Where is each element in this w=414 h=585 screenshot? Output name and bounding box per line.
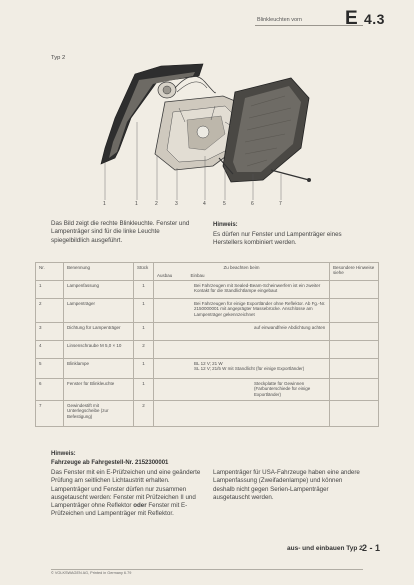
cell-special <box>330 401 379 427</box>
callout-label: 2 <box>155 201 158 207</box>
callout-label: 5 <box>223 201 226 207</box>
callout-label: 4 <box>203 201 206 207</box>
cell-install <box>154 341 330 359</box>
table-row <box>36 323 379 341</box>
cell-install: Bei Fahrzeugen mit Sealed-Beam-Scheinwerfern ist ein zweiter Kontakt für die Standlichtlampe eingebaut <box>154 281 330 299</box>
footer-section-title: aus- und einbauen Typ 2 <box>287 545 363 552</box>
table-row <box>36 379 379 401</box>
table-row <box>36 401 379 427</box>
table-row <box>36 359 379 379</box>
cell-qty: 1 <box>134 323 154 341</box>
page-number: 2 - 1 <box>362 543 381 553</box>
callout-label: 6 <box>251 201 254 207</box>
section-letter: E <box>345 8 359 29</box>
callout-label: 1 <box>135 201 138 207</box>
hinweis-subheading: Fahrzeuge ab Fahrgestell-Nr. 2152300001 <box>51 460 169 466</box>
cell-nr: 1 <box>36 281 64 299</box>
callout-label: 7 <box>279 201 282 207</box>
header-title: Blinkleuchten vorn <box>257 17 302 23</box>
col-header-special: Besondere Hinweise siehe <box>330 263 379 281</box>
cell-name: Blinklampe <box>64 359 134 379</box>
callout-label: 1 <box>103 201 106 207</box>
hinweis-right-text: Lampenträger für USA-Fahrzeuge haben eine andere Lampenfassung (Zweifadenlampe) und können deshalb nicht gegen Serien-Lampenträger ausgetauscht werden. <box>213 469 360 501</box>
cell-qty: 2 <box>134 401 154 427</box>
screw <box>271 170 309 180</box>
hinweis-left-text: Das Fenster mit ein E-Prüfzeichen und eine geänderte Prüfung am seitlichen Lichtaustritt erhalten. Lampenträger und Fenster dürfen nur zusammen ausgetauscht werden: Fenster mit Prüfzeichen II und Lampenträger ohne Reflektor oder Fenster mit E-Prüfzeichen und Lampenträger mit Reflektor. <box>51 469 201 518</box>
note-text: Es dürfen nur Fenster und Lampenträger eines Herstellers kombiniert werden. <box>213 231 342 247</box>
cell-qty: 1 <box>134 281 154 299</box>
col-header-name: Benennung <box>64 263 134 281</box>
cell-install <box>154 401 330 427</box>
exploded-view-illustration <box>95 62 325 207</box>
cell-name: Dichtung für Lampenträger <box>64 323 134 341</box>
cell-qty: 1 <box>134 379 154 401</box>
cell-nr: 6 <box>36 379 64 401</box>
cell-install: BL 12 V; 21 W SL 12 V; 21/5 W mit Standlicht (für einige Exportländer) <box>154 359 330 379</box>
table-row <box>36 281 379 299</box>
cell-nr: 3 <box>36 323 64 341</box>
cell-qty: 2 <box>134 341 154 359</box>
cell-special <box>330 359 379 379</box>
cell-install: Steckplatte für Gewinnen (Farbunterschiede für einige Exportländer) <box>154 379 330 401</box>
col-header-qty: Stück <box>134 263 154 281</box>
cell-name: Fenster für Blinkleuchte <box>64 379 134 401</box>
intro-paragraph: Das Bild zeigt die rechte Blinkleuchte. Fenster und Lampenträger sind für die linke Leuchte spiegelbildlich ausgeführt. <box>51 220 190 244</box>
col-header-nr: Nr. <box>36 263 64 281</box>
cell-special <box>330 299 379 323</box>
col-header-group: Zu beachten beim <box>154 263 330 272</box>
cell-special <box>330 341 379 359</box>
cell-name: Linsenschraube M 5,0 × 10 <box>64 341 134 359</box>
footer-rule <box>51 569 363 570</box>
cell-name: Gewindestift mit Unterlegscheibe (zur Befestigung) <box>64 401 134 427</box>
cell-qty: 1 <box>134 359 154 379</box>
col-header-removal: Ausbau <box>154 272 188 281</box>
cell-nr: 7 <box>36 401 64 427</box>
note-heading: Hinweis: <box>213 222 238 228</box>
cell-special <box>330 323 379 341</box>
cell-nr: 5 <box>36 359 64 379</box>
table-header-row <box>36 263 379 272</box>
cell-special <box>330 281 379 299</box>
table-row <box>36 341 379 359</box>
cell-name: Lampenträger <box>64 299 134 323</box>
section-number: 4.3 <box>363 11 385 27</box>
cell-name: Lampenfassung <box>64 281 134 299</box>
callout-label: 3 <box>175 201 178 207</box>
type-label: Typ 2 <box>51 55 66 61</box>
cell-special <box>330 379 379 401</box>
col-header-install: Einbau <box>188 272 330 281</box>
parts-table <box>35 262 379 427</box>
cell-install: Bei Fahrzeugen für einige Exportländer ohne Reflektor. Ab Fg.-Nr. 2150000001 mit angeprägter Massebrücke. Anschlüsse am Lampenträger gekennzeichnet <box>154 299 330 323</box>
table-row <box>36 299 379 323</box>
cell-nr: 4 <box>36 341 64 359</box>
cell-install: auf einwandfreie Abdichtung achten <box>154 323 330 341</box>
hinweis-heading: Hinweis: <box>51 451 76 457</box>
cell-nr: 2 <box>36 299 64 323</box>
section-code <box>345 8 385 30</box>
footer-copyright: © VOLKSWAGEN AG, Printed in Germany 6.79 <box>51 571 132 575</box>
cell-qty: 1 <box>134 299 154 323</box>
